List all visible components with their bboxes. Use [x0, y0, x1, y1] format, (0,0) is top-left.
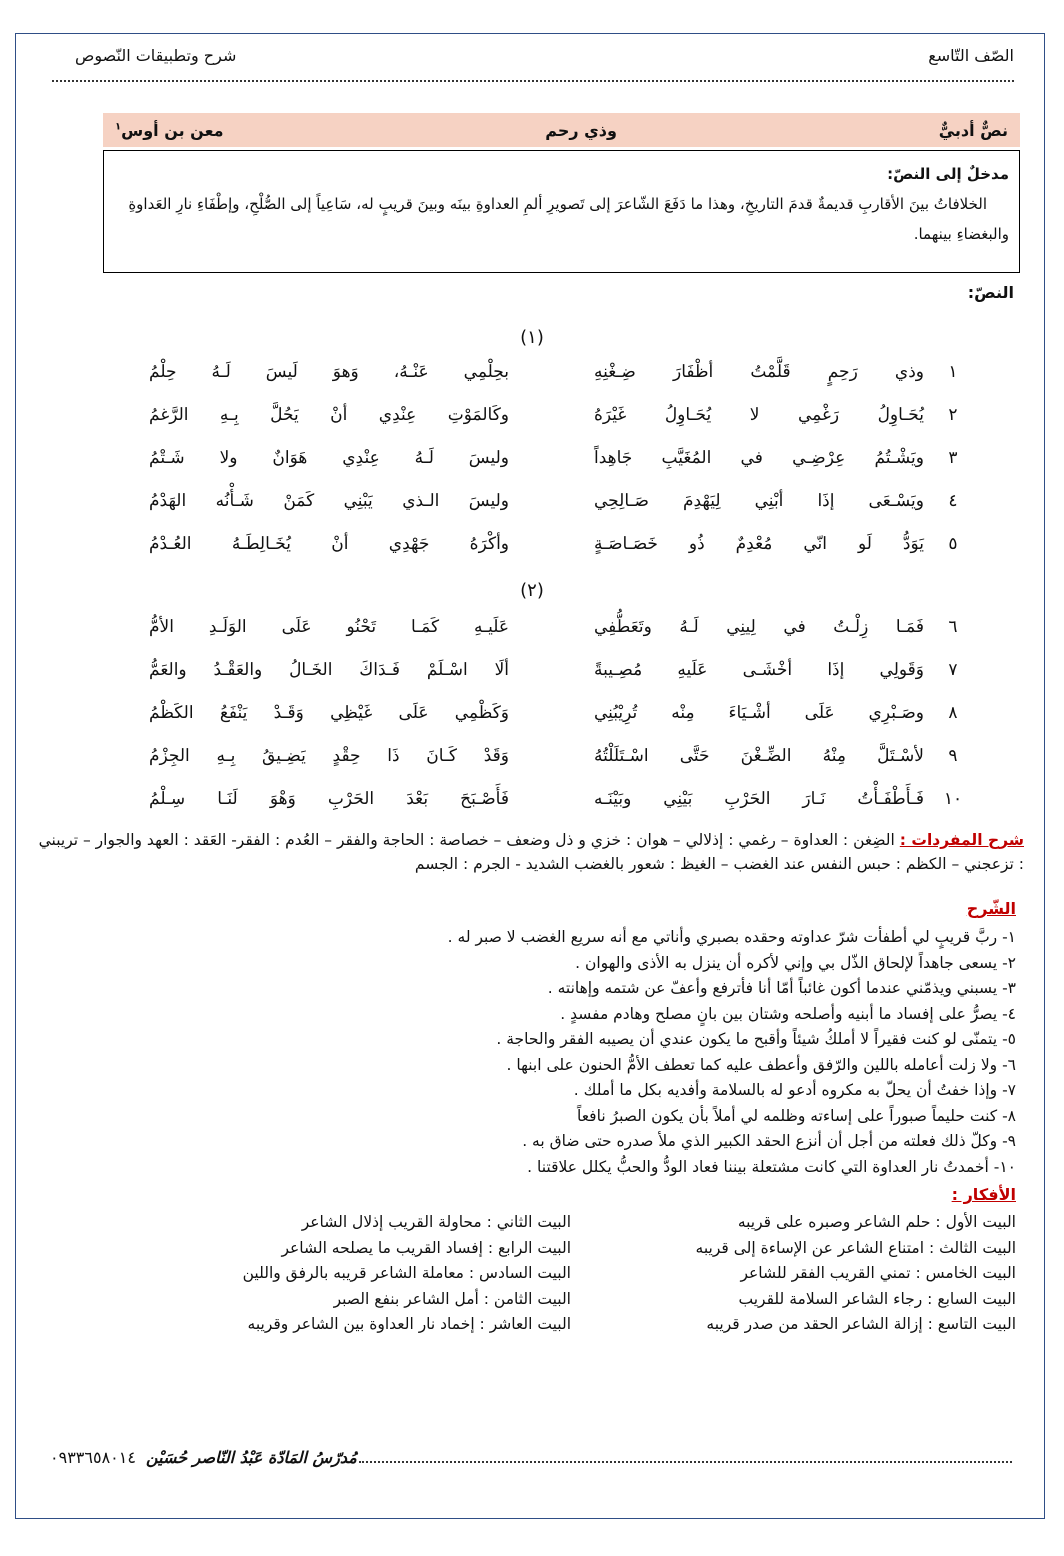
verse-number: ٨ [948, 703, 958, 723]
sharh-item: ٦- ولا زلت أعامله باللين والرّفق وأعطف عليه كما تعطف الأمُّ الحنون على ابنها . [506, 1055, 1016, 1074]
teacher-phone: ٠٩٣٣٦٥٨٠١٤ [50, 1448, 136, 1467]
verse-number: ٩ [948, 746, 958, 766]
afkar-item: البيت الخامس : تمني القريب الفقر للشاعر [740, 1264, 1016, 1282]
verse-first-hemistich: يَوَدُّ لَو انّي مُعْدِمٌ ذُو خَصَـاصَـةٍ [594, 534, 924, 554]
part-1-label: (١) [520, 327, 544, 348]
vocab-text: الضِغن : العداوة – رغمي : إذلالي – هوان : خزي و ذل وضعف – خصاصة : الحاجة والفقر – العُدم : الفقر- العَقد : العهد والجوار – تريبني : تزعجني – الكظم : حبس النفس عند الغضب – الغيظ : شعور بالغضب الشديد - الجرم : الجسم [38, 831, 1024, 873]
verse-row [149, 789, 963, 829]
poet-name [115, 121, 224, 140]
verse-row [149, 362, 958, 402]
verse-row [149, 405, 958, 445]
verse-first-hemistich: فَـأَطْفَـأْتُ نَـارَ الحَرْبِ بَيْنِي وبَيْنَـه [594, 789, 924, 809]
intro-heading: مدخلٌ إلى النصّ: [887, 165, 1009, 183]
grade-label: الصّف التّاسع [928, 46, 1014, 65]
verse-second-hemistich: وليسَ لَـهُ عِنْدِي هَوَانٌ ولا شَـتْمُ [149, 448, 509, 468]
header-divider [52, 80, 1014, 82]
afkar-item: البيت الأول : حلم الشاعر وصبره على قريبه [737, 1213, 1016, 1231]
verse-second-hemistich: وَكَظْمِي عَلَى غَيْظِي وَقَـدْ يَنْفَعُ الكَظْمُ [149, 703, 509, 723]
verse-first-hemistich: فَمَـا زِلْـتُ في لِينِي لَـهُ وتَعَطُّفِي [594, 617, 924, 637]
text-label: النصّ: [967, 283, 1014, 302]
verse-row [149, 617, 958, 657]
verse-row [149, 448, 958, 488]
afkar-item: البيت الثالث : امتناع الشاعر عن الإساءة إلى قريبه [695, 1238, 1016, 1257]
sharh-item: ٤- يصرُّ على إفساد ما أبنيه وأصلحه وشتان بين بانٍ مصلح وهادم مفسدٍ . [560, 1004, 1016, 1023]
poet-footnote-mark: ١ [115, 121, 122, 133]
verse-second-hemistich: وأكْرَهُ جَهْدِي أنْ يُخَـالِطَـهُ العُـدْمُ [149, 534, 509, 554]
verse-second-hemistich: وكَالمَوْتِ عِنْدِي أنْ يَحُلَّ بِـهِ الرَّغمُ [149, 405, 509, 425]
afkar-row [60, 1210, 1016, 1236]
sharh-item: ١٠- أخمدتُ نار العداوة التي كانت مشتعلة بيننا فعاد الودُّ والحبُّ يكلل علاقتنا . [527, 1157, 1016, 1176]
verse-second-hemistich: وَقَدْ كَـانَ ذَا حِقْدٍ يَضِـيقُ بِـهِ الجِزْمُ [149, 746, 509, 766]
afkar-item: البيت التاسع : إزالة الشاعر الحقد من صدر قريبه [706, 1315, 1016, 1333]
verse-first-hemistich: لأسْـتَلَّ مِنْهُ الضِّـغْنَ حَتَّى اسْـتَلَلْتُهُ [594, 746, 924, 766]
verse-first-hemistich: وَقَولِي إذَا أخْشَـى عَلَيهِ مُصِـيبةً [594, 660, 924, 680]
verse-row [149, 660, 958, 700]
verse-number: ٥ [948, 534, 958, 554]
verse-number: ٤ [948, 491, 958, 511]
sharh-item: ٧- وإذا خفتُ أن يحلّ به مكروه أدعو له بالسلامة وأفديه بكل ما أملك . [573, 1081, 1016, 1099]
verse-row [149, 534, 958, 574]
sharh-item: ٩- وكلّ ذلك فعلته من أجل أن أنزع الحقد الكبير الذي ملأ صدره حتى ضاق به . [522, 1132, 1016, 1150]
afkar-item: البيت الرابع : إفساد القريب ما يصلحه الشاعر [281, 1238, 571, 1257]
sharh-item: ٨- كنت حليماً صبوراً على إساءته وظلمه لي أملاً بأن يكون الصبرُ نافعاً [576, 1106, 1016, 1125]
vocab-heading: شرح المفردات : [899, 831, 1024, 849]
verse-first-hemistich: ويَشْـتُمُ عِرْضِـي في المُغَيَّبِ جَاهِداً [594, 448, 924, 468]
afkar-item: البيت العاشر : إخماد نار العداوة بين الشاعر وقريبه [247, 1315, 571, 1333]
verse-first-hemistich: وصَـبْرِي عَلَى أشْـيَاءَ مِنْه تُرِيْبُنِي [594, 703, 924, 723]
afkar-item: البيت السادس : معاملة الشاعر قريبه بالرفق واللين [242, 1264, 571, 1282]
verse-first-hemistich: يُحَـاوِلُ رَغْمِي لا يُحَـاوِلُ غَيْرَهُ [594, 405, 924, 425]
verse-row [149, 703, 958, 743]
verse-number: ٦ [948, 617, 958, 637]
sharh-list [60, 925, 1016, 1180]
part-2-label: (٢) [520, 580, 544, 601]
verse-number: ١٠ [943, 789, 963, 809]
verse-first-hemistich: ويَسْـعَى إذَا أبْنِي لِيَهْدِمَ صَـالِحِي [594, 491, 924, 511]
afkar-item: البيت الثاني : محاولة القريب إذلال الشاعر [301, 1213, 571, 1231]
verse-row [149, 491, 958, 531]
afkar-item: البيت السابع : رجاء الشاعر السلامة للقريب [738, 1289, 1016, 1308]
afkar-heading [952, 1185, 1016, 1204]
intro-box [103, 150, 1020, 273]
verse-number: ١ [948, 362, 958, 382]
verse-second-hemistich: بحِلْمِي عَنْـهُ، وَهوَ لَيسَ لَـهُ حِلْمُ [149, 362, 509, 382]
footer [50, 1447, 1014, 1467]
verse-second-hemistich: ألَا اسْـلَمْ فَـدَاكَ الخَـالُ والعَقْـدُ والعَمُّ [149, 660, 509, 680]
afkar-row [60, 1287, 1016, 1313]
verse-second-hemistich: فَأَصْـبَحَ بَعْدَ الحَرْبِ وَهْوَ لَنَـا سِـلْمُ [149, 789, 509, 809]
sharh-item: ٢- يسعى جاهداً لإلحاق الذّل بي وإني لأكره أن ينزل به الأذى والهوان . [575, 953, 1016, 972]
afkar-row [60, 1236, 1016, 1262]
lesson-title-bar [103, 113, 1020, 147]
poem-title: وذي رحم [545, 120, 617, 140]
sharh-item: ٣- يسبني ويذمّني عندما أكون غائباً أمّا أنا فأترفع وأعفّ عن شتمه وإهانته . [547, 979, 1016, 997]
afkar-row [60, 1261, 1016, 1287]
text-type: نصٌّ أدبيٌّ [938, 120, 1008, 140]
verse-second-hemistich: عَلَيـهِ كَمَـا تَحْنُو عَلَى الوَلَـدِ الأمُّ [149, 617, 509, 637]
verse-first-hemistich: وذي رَحِمٍ قَلَّمْتُ أظْفَارَ ضِـغْنِهِ [594, 362, 924, 382]
vocab-section [36, 828, 1024, 876]
afkar-row [60, 1312, 1016, 1338]
footer-dots [359, 1447, 1012, 1463]
afkar-list [60, 1210, 1016, 1338]
sharh-item: ١- ربَّ قريبٍ لي أطفأت شرّ عداوته وحقده بصبري وأناتي مع أنه سريع الغضب لا صبر له . [447, 928, 1016, 946]
afkar-heading-text: الأفكار : [951, 1185, 1016, 1204]
sharh-heading-text: الشّرح [966, 899, 1016, 918]
afkar-item: البيت الثامن : أمل الشاعر بنفع الصبر [333, 1289, 571, 1308]
poet-name-text: معن بن أوس [121, 120, 224, 140]
sharh-item: ٥- يتمنّى لو كنت فقيراً لا أملكُ شيئاً وأقبح ما يكون عندي أن يصيبه الفقر والحاجة . [496, 1030, 1016, 1048]
verse-second-hemistich: وليسَ الـذي يَبْنِي كَمَنْ شَـأْنُه الهَدْمُ [149, 491, 509, 511]
teacher-name: مُدرّسُ المَادّة عَبْدُ النّاصر حُسَيْن [145, 1448, 357, 1467]
verse-number: ٢ [948, 405, 958, 425]
sharh-heading [967, 899, 1016, 918]
verse-number: ٧ [948, 660, 958, 680]
subject-label: شرح وتطبيقات النّصوص [75, 46, 237, 65]
verse-number: ٣ [948, 448, 958, 468]
verse-row [149, 746, 958, 786]
intro-text: الخلافاتُ بينَ الأقاربِ قديمةٌ قدمَ التاريخِ، وهذا ما دَفَعَ الشّاعرَ إلى تَصويرِ ألمِ العداوةِ بينَه وبينَ قريبٍ له، سَاعِياً إلى الصُّلْحِ، وإطْفَاءِ نارِ العَداوةِ والبغضاءِ بينهما. [128, 195, 1009, 243]
